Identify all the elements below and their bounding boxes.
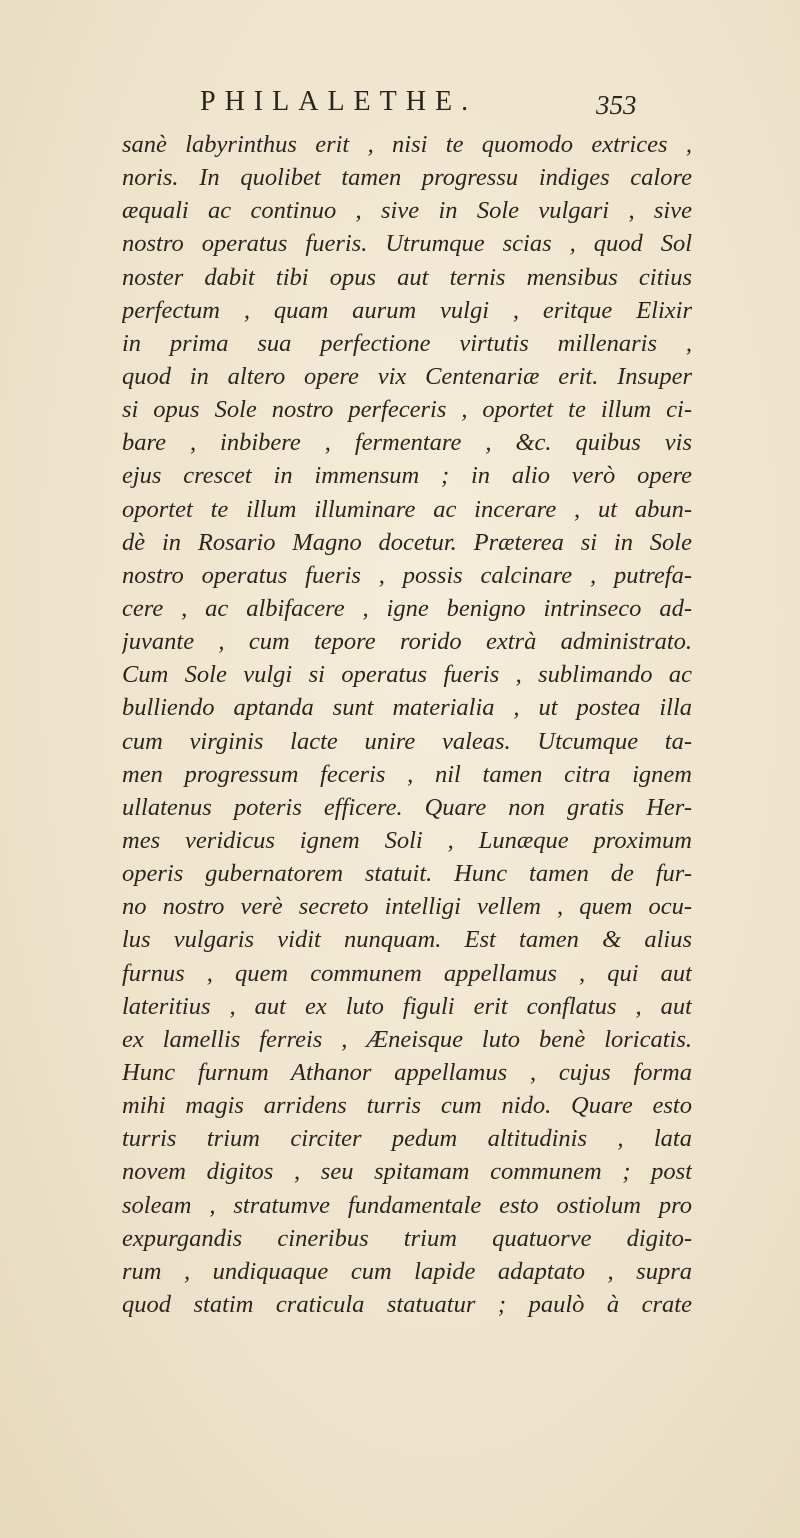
text-line: noris. In quolibet tamen progressu indiges calore	[122, 164, 692, 192]
text-line: cum virginis lacte unire valeas. Utcumque ta-	[122, 727, 692, 755]
text-line: bare , inbibere , fermentare , &c. quibus vis	[122, 429, 692, 457]
text-line: Cum Sole vulgi si operatus fueris , sublimando ac	[122, 661, 692, 689]
text-line: ullatenus poteris efficere. Quare non gratis Her-	[122, 793, 692, 821]
text-line: si opus Sole nostro perfeceris , oportet te illum ci-	[122, 396, 692, 424]
text-line: ejus crescet in immensum ; in alio verò opere	[122, 462, 692, 490]
page-number: 353	[596, 90, 637, 120]
text-line: expurgandis cineribus trium quatuorve digito-	[122, 1224, 692, 1252]
text-line: lateritius , aut ex luto figuli erit conflatus , aut	[122, 992, 692, 1020]
text-line: lus vulgaris vidit nunquam. Est tamen & alius	[122, 926, 692, 954]
text-line: novem digitos , seu spitamam communem ; post	[122, 1158, 692, 1186]
text-line: Hunc furnum Athanor appellamus , cujus forma	[122, 1058, 692, 1086]
text-line: furnus , quem communem appellamus , qui aut	[122, 959, 692, 987]
body-text	[122, 128, 692, 1321]
text-line: quod in altero opere vix Centenariæ erit. Insuper	[122, 362, 692, 390]
text-line: dè in Rosario Magno docetur. Præterea si in Sole	[122, 528, 692, 556]
text-line: sanè labyrinthus erit , nisi te quomodo extrices ,	[122, 131, 692, 158]
running-title: PHILALETHE.	[200, 86, 478, 117]
text-line: oportet te illum illuminare ac incerare , ut abun-	[122, 495, 692, 523]
text-line: juvante , cum tepore rorido extrà administrato.	[122, 628, 692, 656]
text-line: nostro operatus fueris , possis calcinare , putrefa-	[122, 561, 692, 589]
text-line: men progressum feceris , nil tamen citra ignem	[122, 760, 692, 788]
text-line: mihi magis arridens turris cum nido. Quare esto	[122, 1092, 692, 1120]
text-line: rum , undiquaque cum lapide adaptato , supra	[122, 1257, 692, 1285]
text-line: perfectum , quam aurum vulgi , eritque Elixir	[122, 296, 692, 324]
text-line: soleam , stratumve fundamentale esto ostiolum pro	[122, 1191, 692, 1219]
text-line: noster dabit tibi opus aut ternis mensibus citius	[122, 263, 692, 291]
text-line: mes veridicus ignem Soli , Lunæque proximum	[122, 826, 692, 854]
text-line: nostro operatus fueris. Utrumque scias , quod Sol	[122, 230, 692, 258]
running-head	[0, 84, 800, 124]
text-line: ex lamellis ferreis , Æneisque luto benè loricatis.	[122, 1025, 692, 1053]
text-line: turris trium circiter pedum altitudinis , lata	[122, 1125, 692, 1153]
text-line: cere , ac albifacere , igne benigno intrinseco ad-	[122, 594, 692, 622]
text-line: operis gubernatorem statuit. Hunc tamen de fur-	[122, 860, 692, 888]
text-line: in prima sua perfectione virtutis millenaris ,	[122, 329, 692, 357]
text-line: bulliendo aptanda sunt materialia , ut postea illa	[122, 694, 692, 722]
text-line: æquali ac continuo , sive in Sole vulgari , sive	[122, 197, 692, 225]
text-line: quod statim craticula statuatur ; paulò à crate	[122, 1290, 692, 1318]
text-line: no nostro verè secreto intelligi vellem , quem ocu-	[122, 893, 692, 921]
